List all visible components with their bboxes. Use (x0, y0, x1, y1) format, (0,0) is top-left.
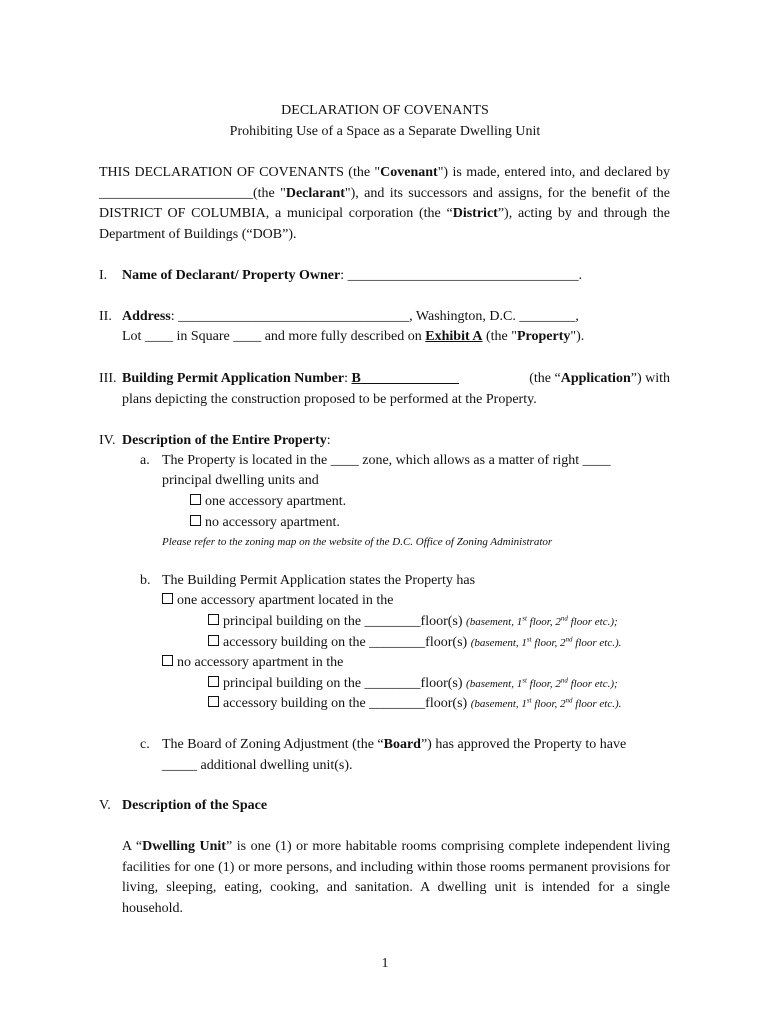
lot-square-text-3: "). (570, 329, 585, 344)
checkbox-icon[interactable] (162, 593, 173, 604)
item-a-line-2: principal dwelling units and (162, 473, 319, 488)
covenant-term: Covenant (380, 165, 438, 180)
intro-text-3: "), and its successors and assigns, for the benefit of the DISTRICT OF COLUMBIA, a municipal corporation (the “ (99, 185, 670, 222)
item-a-label: a. (140, 453, 150, 468)
section-2-label: Address (122, 309, 171, 324)
district-term: District (452, 206, 498, 222)
section-3-left (122, 369, 459, 390)
checkbox-icon[interactable] (208, 696, 219, 707)
option-b2-accessory-label: accessory building on the ________floor(s) (223, 696, 471, 711)
permit-number-field: B______________ (351, 371, 459, 386)
floor-note: (basement, 1st floor, 2nd floor etc.); (466, 676, 618, 690)
zoning-map-note: Please refer to the zoning map on the website of the D.C. Office of Zoning Administrator (162, 536, 553, 548)
section-2-number: II. (99, 309, 112, 324)
declarant-term: Declarant (285, 185, 345, 201)
lot-square-line (122, 327, 584, 348)
floor-note: (basement, 1st floor, 2nd floor etc.). (470, 696, 622, 710)
intro-text-1: THIS DECLARATION OF COVENANTS (the " (99, 165, 381, 180)
checkbox-icon[interactable] (208, 614, 219, 625)
section-1-label: Name of Declarant/ Property Owner (122, 268, 341, 283)
section-5-number: V. (99, 798, 111, 813)
option-one-accessory-label: one accessory apartment. (205, 494, 347, 509)
checkbox-icon[interactable] (208, 676, 219, 687)
section-4-number: IV. (99, 433, 116, 448)
section-4-label: Description of the Entire Property (122, 433, 327, 448)
section-5-heading (122, 796, 267, 817)
section-3-right: (the “Application”) with (529, 371, 670, 386)
item-a-line-1: The Property is located in the ____ zone, which allows as a matter of right ____ (162, 453, 611, 468)
option-b2-principal-label: principal building on the ________floor(s) (223, 676, 467, 691)
option-b-no-accessory[interactable] (162, 653, 343, 674)
option-no-accessory[interactable] (190, 513, 340, 534)
floor-note: (basement, 1st floor, 2nd floor etc.). (470, 635, 622, 649)
option-one-accessory[interactable] (190, 492, 346, 513)
address-field: : _________________________________, Washington, D.C. ________, (170, 309, 579, 324)
section-3-colon: : (344, 371, 352, 386)
section-3-line-2: plans depicting the construction proposed to be performed at the Property. (122, 392, 537, 407)
document-subtitle: Prohibiting Use of a Space as a Separate Dwelling Unit (229, 124, 541, 139)
item-c-line-2: _____ additional dwelling unit(s). (162, 758, 353, 773)
option-b1-accessory[interactable] (208, 633, 621, 654)
application-term: Application (560, 371, 631, 386)
option-b1-accessory-label: accessory building on the ________floor(s) (223, 635, 471, 650)
option-b1-principal-label: principal building on the ________floor(s) (223, 614, 467, 629)
floor-note: (basement, 1st floor, 2nd floor etc.); (466, 614, 618, 628)
property-term: Property (516, 329, 571, 344)
option-b-one-accessory[interactable] (162, 591, 394, 612)
item-b-line-1: The Building Permit Application states the Property has (162, 573, 476, 588)
intro-text-2: ") is made, entered into, and declared by ______________________(the " (99, 165, 670, 201)
intro-paragraph (99, 163, 670, 245)
dwelling-unit-definition: A “Dwelling Unit” is one (1) or more habitable rooms comprising complete independent living facilities for one (1) or more persons, and including within those rooms permanent provisions for living, sleeping, eating, cooking, and sanitation. A dwelling unit is intended for a single household. (122, 839, 670, 916)
section-3-label: Building Permit Application Number (122, 371, 345, 386)
checkbox-icon[interactable] (162, 655, 173, 666)
section-4-heading: Description of the Entire Property: (122, 433, 331, 448)
lot-square-text-2: (the " (482, 329, 517, 344)
page-number: 1 (381, 956, 389, 971)
lot-square-text: Lot ____ in Square ____ and more fully described on (122, 329, 426, 344)
option-b1-principal[interactable] (208, 612, 618, 633)
section-2-heading (122, 307, 579, 328)
intro-text-4: ”), acting by and through the Department of Buildings (“DOB”). (99, 206, 670, 242)
section-3-heading (122, 369, 670, 390)
option-b-no-accessory-label: no accessory apartment in the (177, 655, 344, 670)
document-title: DECLARATION OF COVENANTS (281, 103, 489, 118)
option-b2-accessory[interactable] (208, 694, 621, 715)
option-b2-principal[interactable] (208, 674, 618, 695)
section-5-label: Description of the Space (122, 798, 268, 813)
item-c-label: c. (140, 737, 150, 752)
item-b-label: b. (140, 573, 151, 588)
board-term: Board (383, 737, 421, 752)
exhibit-a-ref: Exhibit A (425, 329, 483, 344)
checkbox-icon[interactable] (190, 494, 201, 505)
section-3-number: III. (99, 371, 117, 386)
option-b-one-accessory-label: one accessory apartment located in the (177, 593, 394, 608)
option-no-accessory-label: no accessory apartment. (205, 515, 340, 530)
declarant-name-field: : _________________________________. (340, 268, 583, 283)
checkbox-icon[interactable] (208, 635, 219, 646)
dwelling-unit-term: Dwelling Unit (142, 839, 226, 854)
item-c-line-1: The Board of Zoning Adjustment (the “Board”) has approved the Property to have (162, 737, 627, 752)
section-1-number: I. (99, 268, 108, 283)
checkbox-icon[interactable] (190, 515, 201, 526)
section-1-heading (122, 266, 582, 287)
